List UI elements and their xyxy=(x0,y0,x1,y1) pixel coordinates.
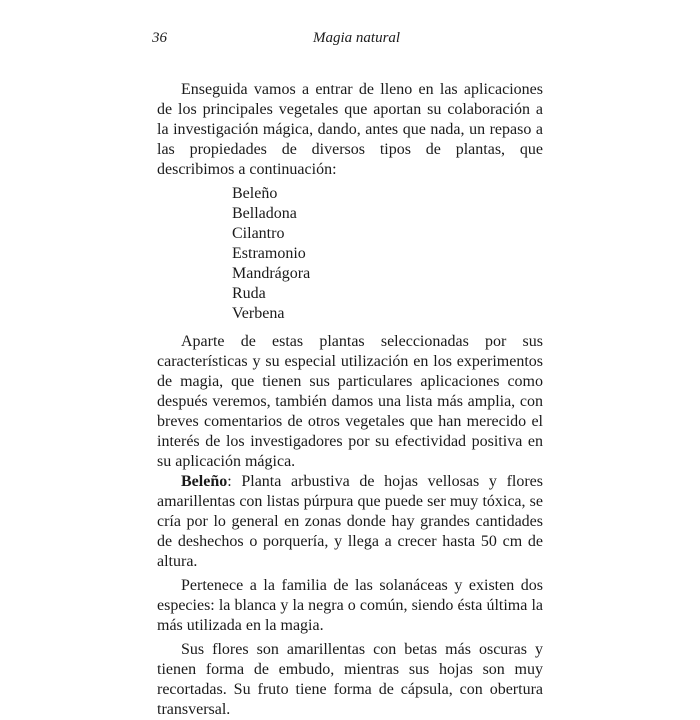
flowers-paragraph: Sus flores son amarillentas con betas más oscuras y tienen forma de embudo, mientras sus hojas son muy recortadas. Su fruto tiene forma de cápsula, con obertura transversal. xyxy=(157,641,543,718)
belenho-definition: : Planta arbustiva de hojas vellosas y flores amarillentas con listas púrpura que puede ser muy tóxica, se cría por lo general en zonas donde hay grandes cantidades de deshechos o porquería, y llega a crecer hasta 50 cm de altura. xyxy=(157,473,543,570)
plant-list xyxy=(157,184,543,324)
plant-list-item: Estramonio xyxy=(232,245,306,262)
plant-list-item: Belladona xyxy=(232,205,297,222)
after-list-paragraph: Aparte de estas plantas seleccionadas por sus características y su especial utilización en los experimentos de magia, que tienen sus particulares aplicaciones como después veremos, también damos una lista más amplia, con breves comentarios de otros vegetales que han merecido el interés de los investigadores por su efectividad positiva en su aplicación mágica. xyxy=(157,333,543,470)
page-number: 36 xyxy=(152,30,167,46)
plant-list-item: Verbena xyxy=(232,305,285,322)
family-paragraph: Pertenece a la familia de las solanáceas y existen dos especies: la blanca y la negra o común, siendo ésta última la más utilizada en la magia. xyxy=(157,577,543,634)
running-title: Magia natural xyxy=(313,30,401,46)
body-text xyxy=(157,80,543,720)
plant-list-item: Beleño xyxy=(232,185,278,202)
belenho-term: Beleño xyxy=(181,473,228,490)
plant-list-item: Mandrágora xyxy=(232,265,311,282)
intro-paragraph: Enseguida vamos a entrar de lleno en las aplicaciones de los principales vegetales que aportan su colaboración a la investigación mágica, dando, antes que nada, un repaso a las propiedades de diversos tipos de plantas, que describimos a continuación: xyxy=(157,81,543,178)
plant-list-item: Ruda xyxy=(232,285,266,302)
belenho-paragraph xyxy=(157,472,543,572)
plant-list-item: Cilantro xyxy=(232,225,285,242)
